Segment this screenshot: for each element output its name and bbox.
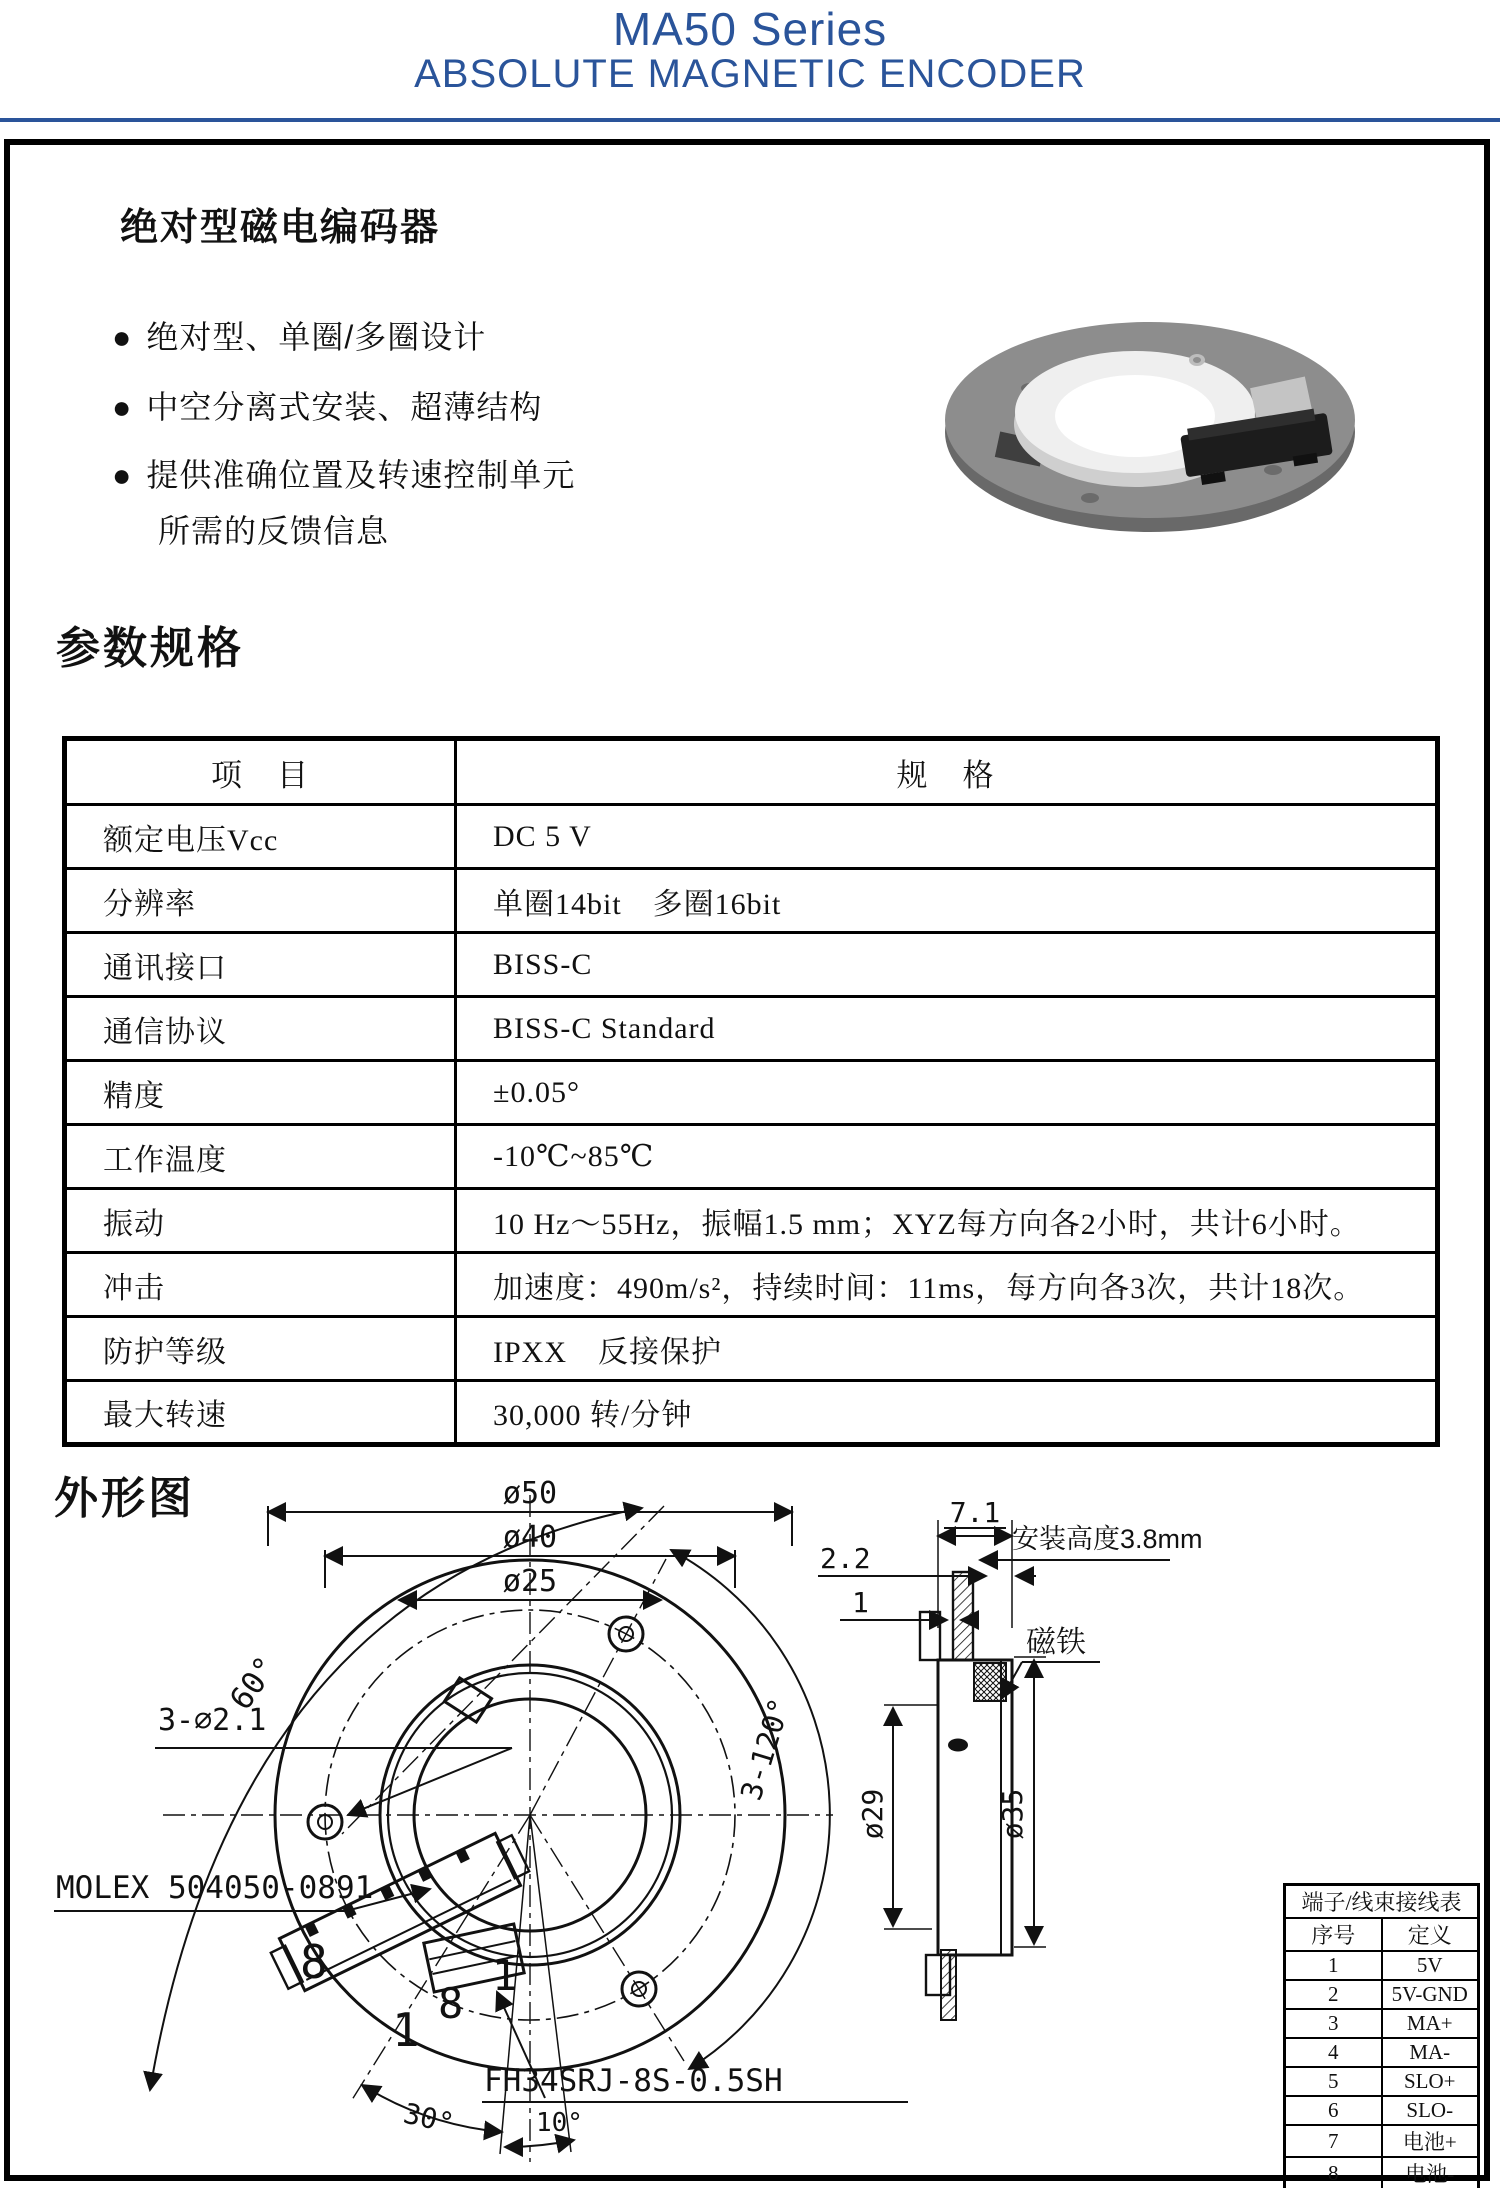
dim-label-120deg: 3-120° [733, 1694, 798, 1805]
spec-item: 通讯接口 [65, 933, 456, 997]
spec-item: 通信协议 [65, 997, 456, 1061]
pin-no: 3 [1285, 2009, 1382, 2038]
magnet-section [974, 1663, 1006, 1701]
spec-value: IPXX 反接保护 [456, 1317, 1438, 1381]
table-row [65, 997, 1438, 1061]
spec-value: 加速度：490m/s²，持续时间：11ms，每方向各3次，共计18次。 [456, 1253, 1438, 1317]
table-row [65, 1189, 1438, 1253]
product-photo [935, 298, 1365, 538]
table-row [1285, 2038, 1479, 2067]
table-row [1285, 2067, 1479, 2096]
col-header-no: 序号 [1285, 1918, 1382, 1951]
table-row [1285, 2009, 1479, 2038]
pin-table-title-row [1285, 1885, 1479, 1919]
feature-bullet-3 [112, 450, 575, 496]
pin-table [1283, 1883, 1480, 2188]
feature-bullet-3-line2: 所需的反馈信息 [158, 513, 390, 549]
pin8-small-label: 8 [438, 1979, 464, 2028]
pin1-small-label: 1 [492, 1951, 518, 2000]
dim-label-d25: ø25 [502, 1564, 558, 1599]
dim-label-d50: ø50 [502, 1476, 558, 1511]
feature-text: 提供准确位置及转速控制单元 [146, 457, 576, 493]
pin-no: 7 [1285, 2125, 1382, 2157]
table-row [65, 1317, 1438, 1381]
dim-label-7-1: 7.1 [949, 1496, 1001, 1529]
col-header-def: 定义 [1382, 1918, 1479, 1951]
page-subtitle: ABSOLUTE MAGNETIC ENCODER [414, 52, 1086, 96]
dim-label-10deg: 10° [536, 2108, 583, 2138]
pin-no: 2 [1285, 1980, 1382, 2009]
product-title-cn: 绝对型磁电编码器 [120, 207, 441, 249]
fh-label: FH34SRJ-8S-0.5SH [484, 2063, 783, 2099]
pin-def: SLO- [1382, 2096, 1479, 2125]
col-header-spec: 规 格 [456, 739, 1438, 805]
magnet-label: 磁铁 [1026, 1626, 1086, 1659]
pin1-label: 1 [392, 2003, 420, 2057]
table-row [65, 1125, 1438, 1189]
pin-def: 5V [1382, 1951, 1479, 1980]
table-row [1285, 1980, 1479, 2009]
col-header-item: 项 目 [65, 739, 456, 805]
pin-no: 5 [1285, 2067, 1382, 2096]
bullet-icon: ● [112, 457, 133, 493]
feature-bullet-2 [112, 382, 542, 428]
spec-value: BISS-C Standard [456, 997, 1438, 1061]
dim-label-d29: ø29 [856, 1788, 889, 1840]
section-heading-outline: 外形图 [54, 1474, 195, 1523]
section-heading-specs: 参数规格 [56, 624, 244, 673]
spec-item: 振动 [65, 1189, 456, 1253]
spec-value: -10℃~85℃ [456, 1125, 1438, 1189]
page-title: MA50 Series [612, 3, 888, 55]
pin8-label: 8 [300, 1935, 328, 1989]
dim-label-holes: 3-∅2.1 [158, 1703, 267, 1738]
table-row [65, 933, 1438, 997]
table-row [1285, 2125, 1479, 2157]
pin-def: 电池- [1382, 2157, 1479, 2188]
outline-drawing [0, 1455, 1500, 2188]
spec-value: 10 Hz～55Hz，振幅1.5 mm；XYZ每方向各2小时，共计6小时。 [456, 1189, 1438, 1253]
spec-value: 30,000 转/分钟 [456, 1381, 1438, 1445]
pin-table-title: 端子/线束接线表 [1285, 1885, 1479, 1919]
spec-item: 防护等级 [65, 1317, 456, 1381]
dim-label-d35: ø35 [996, 1788, 1029, 1840]
bullet-icon: ● [112, 319, 133, 355]
pin-def: MA- [1382, 2038, 1479, 2067]
pin-def: SLO+ [1382, 2067, 1479, 2096]
feature-bullet-1 [112, 312, 486, 358]
table-row [65, 805, 1438, 869]
spec-item: 工作温度 [65, 1125, 456, 1189]
pin-no: 4 [1285, 2038, 1382, 2067]
table-header-row [65, 739, 1438, 805]
dim-label-1: 1 [852, 1586, 869, 1619]
pin-def: MA+ [1382, 2009, 1479, 2038]
spec-value: ±0.05° [456, 1061, 1438, 1125]
front-view [150, 1476, 833, 2162]
spec-item: 额定电压Vcc [65, 805, 456, 869]
header-divider [0, 118, 1500, 122]
pin-no: 1 [1285, 1951, 1382, 1980]
feature-text: 绝对型、单圈/多圈设计 [146, 319, 487, 355]
spec-value: BISS-C [456, 933, 1438, 997]
spec-item: 冲击 [65, 1253, 456, 1317]
table-row [65, 1381, 1438, 1445]
table-row [1285, 2096, 1479, 2125]
table-row [65, 1253, 1438, 1317]
spec-item: 最大转速 [65, 1381, 456, 1445]
pin-table-header-row [1285, 1918, 1479, 1951]
feature-text: 中空分离式安装、超薄结构 [146, 389, 543, 425]
table-row [65, 869, 1438, 933]
spec-item: 分辨率 [65, 869, 456, 933]
pin-no: 6 [1285, 2096, 1382, 2125]
bullet-icon: ● [112, 389, 133, 425]
table-row [1285, 1951, 1479, 1980]
pin-no: 8 [1285, 2157, 1382, 2188]
pin-def: 5V-GND [1382, 1980, 1479, 2009]
molex-label: MOLEX 504050-0891 [56, 1870, 374, 1906]
table-row [1285, 2157, 1479, 2188]
dim-label-d40: ø40 [502, 1520, 558, 1555]
dim-label-30deg: 30° [400, 2096, 458, 2141]
dim-label-60deg: 60° [223, 1650, 285, 1717]
spec-table [62, 736, 1440, 1447]
pin-def: 电池+ [1382, 2125, 1479, 2157]
magnet-marker [444, 1678, 491, 1722]
side-view [818, 1520, 1170, 2020]
dim-label-2-2: 2.2 [820, 1542, 871, 1575]
spec-value: DC 5 V [456, 805, 1438, 869]
mount-height-label: 安装高度3.8mm [1012, 1524, 1203, 1554]
spec-item: 精度 [65, 1061, 456, 1125]
table-row [65, 1061, 1438, 1125]
spec-value: 单圈14bit 多圈16bit [456, 869, 1438, 933]
